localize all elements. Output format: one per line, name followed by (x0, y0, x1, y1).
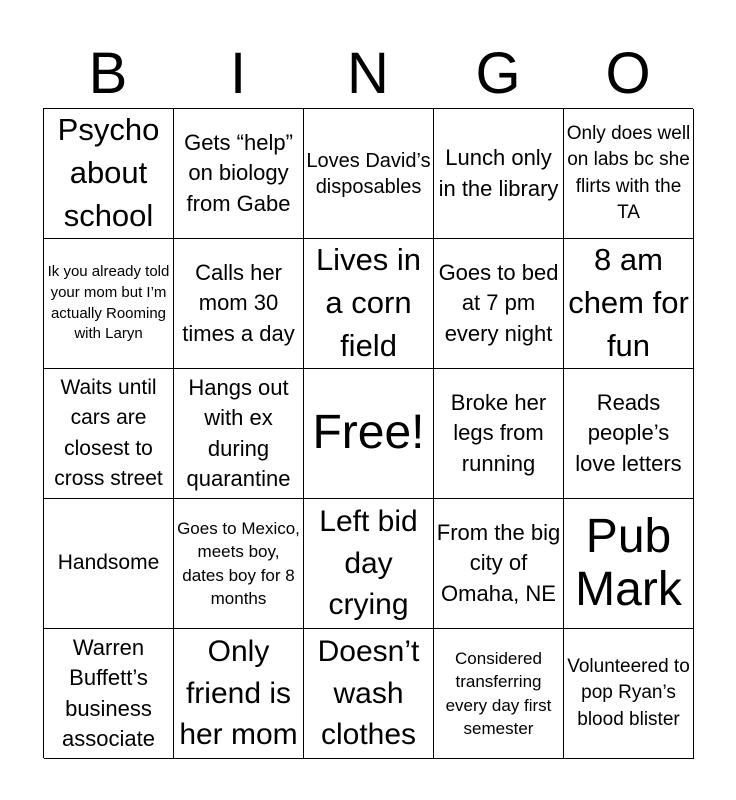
bingo-cell[interactable] (434, 239, 564, 369)
header-letter-n: N (347, 41, 389, 106)
cell-text: Doesn’t wash clothes (317, 635, 420, 752)
header-letter-o: O (605, 41, 651, 106)
cell-text: Psycho about school (57, 112, 160, 233)
bingo-cell[interactable] (304, 239, 434, 369)
header-letter-g: G (475, 41, 521, 106)
bingo-cell[interactable] (304, 109, 434, 239)
cell-text: Handsome (57, 551, 160, 575)
cell-text: Only does well on labs bc she flirts with the TA (566, 123, 691, 223)
bingo-cell[interactable] (434, 629, 564, 759)
cell-text: From the big city of Omaha, NE (436, 519, 561, 606)
bingo-cell[interactable] (174, 239, 304, 369)
cell-text: Hangs out with ex during quarantine (186, 374, 291, 491)
cell-text: Goes to Mexico, meets boy, dates boy for 8 months (177, 518, 300, 608)
bingo-cell[interactable] (44, 499, 174, 629)
cell-text: Broke her legs from running (450, 389, 547, 476)
bingo-cell[interactable] (564, 499, 694, 629)
cell-text: Lives in a corn field (315, 242, 422, 363)
bingo-cell[interactable] (174, 499, 304, 629)
bingo-board (43, 108, 693, 758)
header-letter-i: I (229, 41, 247, 106)
cell-text: Gets “help” on biology from Gabe (184, 129, 293, 216)
cell-text: Reads people’s love letters (575, 389, 682, 476)
bingo-cell[interactable] (44, 369, 174, 499)
bingo-cell[interactable] (564, 239, 694, 369)
cell-text: Waits until cars are closest to cross street (54, 376, 163, 490)
bingo-cell[interactable] (174, 629, 304, 759)
cell-text: Ik you already told your mom but I’m actually Rooming with Laryn (47, 263, 170, 343)
cell-text: 8 am chem for fun (568, 242, 689, 363)
free-space[interactable] (304, 369, 434, 499)
bingo-cell[interactable] (434, 369, 564, 499)
cell-text: Pub Mark (575, 509, 682, 616)
bingo-header (43, 40, 693, 108)
cell-text: Goes to bed at 7 pm every night (438, 259, 559, 346)
free-space-text: Free! (312, 406, 425, 460)
cell-text: Lunch only in the library (438, 145, 559, 201)
cell-text: Loves David’s disposables (306, 149, 431, 198)
bingo-cell[interactable] (434, 499, 564, 629)
bingo-cell[interactable] (174, 109, 304, 239)
bingo-cell[interactable] (44, 629, 174, 759)
bingo-cell[interactable] (304, 499, 434, 629)
header-letter-b: B (88, 41, 128, 106)
bingo-cell[interactable] (174, 369, 304, 499)
cell-text: Only friend is her mom (179, 635, 298, 752)
bingo-cell[interactable] (564, 369, 694, 499)
bingo-cell[interactable] (564, 629, 694, 759)
cell-text: Left bid day crying (319, 505, 418, 622)
cell-text: Calls her mom 30 times a day (182, 259, 295, 346)
cell-text: Warren Buffett’s business associate (62, 634, 155, 751)
bingo-cell[interactable] (44, 109, 174, 239)
cell-text: Considered transferring every day first semester (445, 648, 552, 738)
bingo-cell[interactable] (434, 109, 564, 239)
bingo-cell[interactable] (304, 629, 434, 759)
bingo-cell[interactable] (44, 239, 174, 369)
cell-text: Volunteered to pop Ryan’s blood blister (567, 656, 690, 730)
bingo-cell[interactable] (564, 109, 694, 239)
